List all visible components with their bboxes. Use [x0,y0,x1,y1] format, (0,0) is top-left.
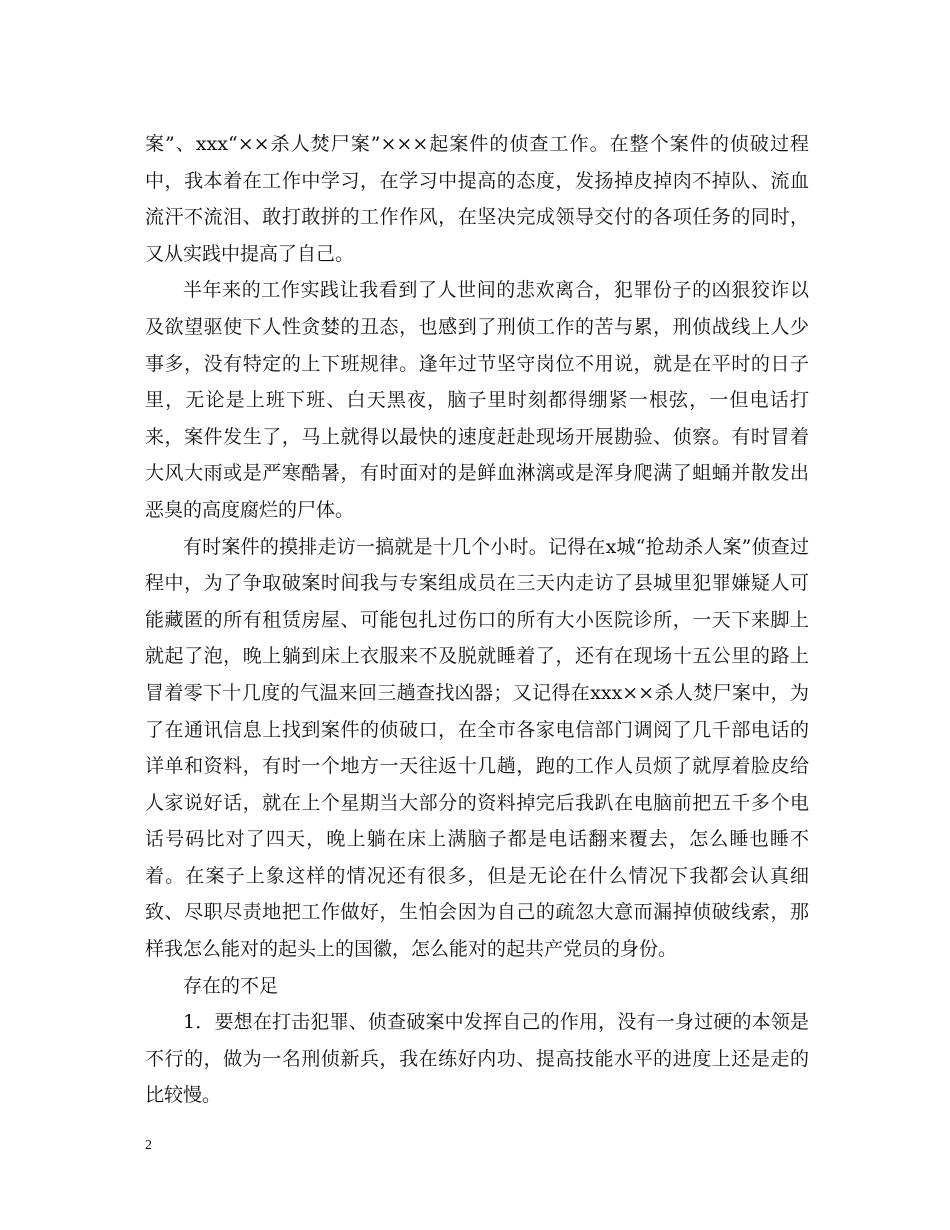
paragraph-work-practice: 半年来的工作实践让我看到了人世间的悲欢离合，犯罪份子的凶狠狡诈以及欲望驱使下人性贪婪的丑态，也感到了刑侦工作的苦与累，刑侦战线上人少事多，没有特定的上下班规律。逢年过节坚守岗位不用说，就是在平时的日子里，无论是上班下班、白天黑夜，脑子里时刻都得绷紧一根弦，一但电话打来，案件发生了，马上就得以最快的速度赶赴现场开展勘验、侦察。有时冒着大风大雨或是严寒酷暑，有时面对的是鲜血淋漓或是浑身爬满了蛆蛹并散发出恶臭的高度腐烂的尸体。 [145,279,809,521]
paragraph-continuation: 案”、xxx“××杀人焚尸案”×××起案件的侦查工作。在整个案件的侦破过程中，我本着在工作中学习，在学习中提高的态度，发扬掉皮掉肉不掉队、流血流汗不流泪、敢打敢拼的工作作风，在坚决完成领导交付的各项任务的同时，又从实践中提高了自己。 [145,133,809,265]
paragraph-shortcoming-1: 1．要想在打击犯罪、侦查破案中发挥自己的作用，没有一身过硬的本领是不行的，做为一名刑侦新兵，我在练好内功、提高技能水平的进度上还是走的比较慢。 [145,1011,809,1107]
section-heading-shortcomings: 存在的不足 [183,974,279,997]
document-body [145,126,809,1114]
paragraph-case-investigation: 有时案件的摸排走访一搞就是十几个小时。记得在x城“抢劫杀人案”侦查过程中，为了争取破案时间我与专案组成员在三天内走访了县城里犯罪嫌疑人可能藏匿的所有租赁房屋、可能包扎过伤口的所有大小医院诊所，一天下来脚上就起了泡，晚上躺到床上衣服来不及脱就睡着了，还有在现场十五公里的路上冒着零下十几度的气温来回三趟查找凶器；又记得在xxx××杀人焚尸案中，为了在通讯信息上找到案件的侦破口，在全市各家电信部门调阅了几千部电话的详单和资料，有时一个地方一天往返十几趟，跑的工作人员烦了就厚着脸皮给人家说好话，就在上个星期当大部分的资料掉完后我趴在电脑前把五千多个电话号码比对了四天，晚上躺在床上满脑子都是电话翻来覆去，怎么睡也睡不着。在案子上象这样的情况还有很多，但是无论在什么情况下我都会认真细致、尽职尽责地把工作做好，生怕会因为自己的疏忽大意而漏掉侦破线索，那样我怎么能对的起头上的国徽，怎么能对的起共产党员的身份。 [145,535,809,961]
page-number: 2 [145,1138,152,1153]
